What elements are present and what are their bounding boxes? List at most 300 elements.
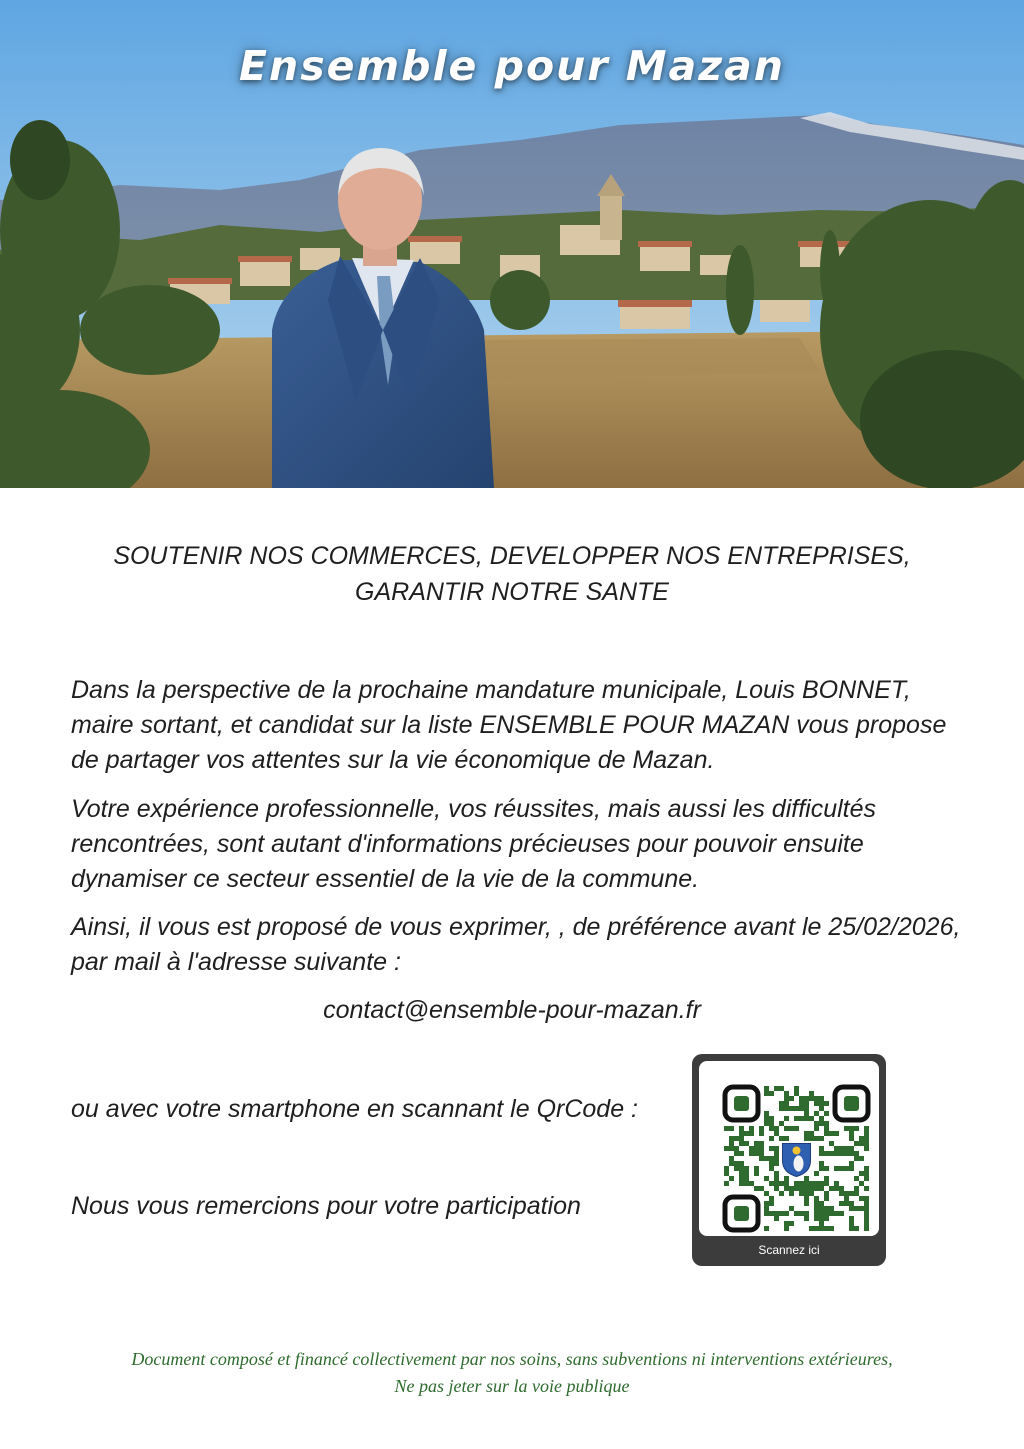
qr-module [804, 1191, 809, 1196]
qr-module [774, 1181, 779, 1186]
qr-module [864, 1211, 869, 1216]
qr-module [849, 1131, 854, 1136]
qr-module [804, 1196, 809, 1201]
qr-module [809, 1096, 814, 1101]
qr-module [819, 1116, 824, 1121]
qr-module [824, 1101, 829, 1106]
qr-module [834, 1131, 839, 1136]
qr-module [774, 1131, 779, 1136]
qr-module [839, 1146, 844, 1151]
qr-module [769, 1126, 774, 1131]
qr-module [764, 1091, 769, 1096]
qr-module [794, 1106, 799, 1111]
qr-module [804, 1116, 809, 1121]
qr-module [859, 1196, 864, 1201]
qr-module [864, 1131, 869, 1136]
qr-module [839, 1201, 844, 1206]
contact-email-link[interactable]: contact@ensemble-pour-mazan.fr [323, 996, 701, 1024]
qr-module [804, 1136, 809, 1141]
qr-module [844, 1146, 849, 1151]
qr-module [764, 1086, 769, 1091]
qr-module [849, 1151, 854, 1156]
qr-module [724, 1126, 729, 1131]
qr-module [834, 1181, 839, 1186]
qr-module [759, 1126, 764, 1131]
qr-module [839, 1186, 844, 1191]
qr-module [744, 1181, 749, 1186]
hand-emblem-icon [794, 1156, 804, 1172]
qr-module [864, 1171, 869, 1176]
qr-module [804, 1111, 809, 1116]
instruction-paragraph: Ainsi, il vous est proposé de vous exprimer, , de préférence avant le 25/02/2026, par mail à l'adresse suivante : [71, 913, 961, 976]
qr-module [839, 1191, 844, 1196]
qr-module [844, 1166, 849, 1171]
qr-module [819, 1211, 824, 1216]
qr-module [849, 1161, 854, 1166]
qr-module [774, 1211, 779, 1216]
qr-module [759, 1141, 764, 1146]
qr-finder-inner [734, 1206, 749, 1221]
qr-module [814, 1211, 819, 1216]
qr-module [739, 1176, 744, 1181]
thanks-text: Nous vous remercions pour votre participation [71, 1192, 581, 1220]
qr-prompt: ou avec votre smartphone en scannant le QrCode : [71, 1095, 638, 1123]
footer-line-1: Document composé et financé collectivement par nos soins, sans subventions ni interventions extérieures, [131, 1349, 893, 1369]
qr-module [819, 1146, 824, 1151]
qr-module [784, 1091, 789, 1096]
qr-module [819, 1216, 824, 1221]
intro-paragraph: Dans la perspective de la prochaine mandature municipale, Louis BONNET, maire sortant, et candidat sur la liste ENSEMBLE POUR MAZAN vous propose de partager vos attentes sur la vie économique de Mazan. [71, 676, 947, 774]
qr-module [824, 1151, 829, 1156]
qr-module [774, 1171, 779, 1176]
qr-module [809, 1091, 814, 1096]
qr-module [819, 1161, 824, 1166]
qr-module [784, 1181, 789, 1186]
qr-module [864, 1186, 869, 1191]
qr-module [864, 1141, 869, 1146]
qr-module [769, 1166, 774, 1171]
qr-module [814, 1171, 819, 1176]
qr-module [849, 1191, 854, 1196]
qr-module [774, 1186, 779, 1191]
qr-module [859, 1136, 864, 1141]
qr-module [829, 1186, 834, 1191]
qr-module [784, 1226, 789, 1231]
qr-module [759, 1151, 764, 1156]
qr-module [809, 1191, 814, 1196]
qr-module [764, 1111, 769, 1116]
qr-module [849, 1216, 854, 1221]
qr-module [864, 1136, 869, 1141]
qr-module [864, 1146, 869, 1151]
qr-module [779, 1191, 784, 1196]
qr-module [739, 1126, 744, 1131]
qr-module [764, 1206, 769, 1211]
qr-module [774, 1126, 779, 1131]
qr-module [804, 1096, 809, 1101]
qr-module [769, 1196, 774, 1201]
hero-banner [0, 0, 1024, 488]
qr-module [814, 1111, 819, 1116]
qr-module [799, 1191, 804, 1196]
qr-module [749, 1181, 754, 1186]
qr-module [804, 1106, 809, 1111]
qr-module [809, 1116, 814, 1121]
qr-module [864, 1196, 869, 1201]
qr-module [834, 1166, 839, 1171]
qr-module [864, 1126, 869, 1131]
qr-module [764, 1211, 769, 1216]
qr-module [739, 1166, 744, 1171]
qr-module [759, 1146, 764, 1151]
qr-module [784, 1096, 789, 1101]
qr-module [819, 1121, 824, 1126]
qr-module [819, 1096, 824, 1101]
qr-module [849, 1166, 854, 1171]
qr-module [754, 1146, 759, 1151]
qr-module [744, 1166, 749, 1171]
qr-finder-inner [844, 1096, 859, 1111]
qr-module [859, 1206, 864, 1211]
qr-module [814, 1226, 819, 1231]
qr-module [749, 1151, 754, 1156]
qr-module [774, 1176, 779, 1181]
qr-module [859, 1141, 864, 1146]
qr-module [729, 1136, 734, 1141]
headline-line-1: SOUTENIR NOS COMMERCES, DEVELOPPER NOS ENTREPRISES, [113, 542, 911, 570]
qr-module [864, 1216, 869, 1221]
qr-module [729, 1146, 734, 1151]
qr-module [854, 1126, 859, 1131]
qr-module [849, 1136, 854, 1141]
qr-module [739, 1136, 744, 1141]
qr-module [834, 1151, 839, 1156]
qr-module [854, 1156, 859, 1161]
qr-module [859, 1156, 864, 1161]
qr-code-card[interactable] [692, 1054, 886, 1266]
qr-module [754, 1186, 759, 1191]
qr-module [864, 1226, 869, 1231]
qr-module [834, 1211, 839, 1216]
qr-module [864, 1201, 869, 1206]
qr-module [779, 1181, 784, 1186]
qr-module [829, 1131, 834, 1136]
qr-module [759, 1186, 764, 1191]
qr-module [754, 1171, 759, 1176]
qr-module [789, 1206, 794, 1211]
qr-module [744, 1176, 749, 1181]
qr-module [774, 1151, 779, 1156]
qr-module [754, 1151, 759, 1156]
qr-module [744, 1141, 749, 1146]
qr-module [804, 1101, 809, 1106]
qr-module [739, 1151, 744, 1156]
qr-module [824, 1196, 829, 1201]
qr-module [854, 1226, 859, 1231]
qr-module [814, 1181, 819, 1186]
qr-module [824, 1181, 829, 1186]
qr-module [774, 1216, 779, 1221]
qr-module [824, 1131, 829, 1136]
qr-module [849, 1146, 854, 1151]
qr-module [794, 1091, 799, 1096]
qr-module [824, 1206, 829, 1211]
qr-module [724, 1166, 729, 1171]
qr-module [849, 1221, 854, 1226]
qr-module [819, 1166, 824, 1171]
qr-module [814, 1101, 819, 1106]
qr-module [799, 1181, 804, 1186]
qr-module [729, 1161, 734, 1166]
qr-module [864, 1166, 869, 1171]
qr-module [769, 1211, 774, 1216]
qr-module [844, 1126, 849, 1131]
qr-module [819, 1221, 824, 1226]
qr-module [809, 1136, 814, 1141]
qr-module [744, 1171, 749, 1176]
qr-module [849, 1126, 854, 1131]
qr-module [839, 1211, 844, 1216]
qr-module [814, 1201, 819, 1206]
qr-module [809, 1186, 814, 1191]
qr-module [764, 1176, 769, 1181]
qr-module [794, 1126, 799, 1131]
qr-module [784, 1136, 789, 1141]
qr-module [764, 1121, 769, 1126]
qr-module [729, 1156, 734, 1161]
qr-module [814, 1136, 819, 1141]
qr-module [819, 1106, 824, 1111]
qr-module [799, 1096, 804, 1101]
qr-finder-inner [734, 1096, 749, 1111]
qr-module [794, 1186, 799, 1191]
qr-module [769, 1091, 774, 1096]
qr-module [819, 1206, 824, 1211]
qr-module [854, 1151, 859, 1156]
qr-module [779, 1086, 784, 1091]
qr-module [734, 1136, 739, 1141]
qr-module [814, 1121, 819, 1126]
qr-module [819, 1201, 824, 1206]
qr-module [764, 1156, 769, 1161]
qr-module [774, 1161, 779, 1166]
qr-module [844, 1191, 849, 1196]
qr-module [789, 1221, 794, 1226]
qr-module [784, 1126, 789, 1131]
qr-module [849, 1201, 854, 1206]
qr-module [814, 1196, 819, 1201]
qr-module [779, 1101, 784, 1106]
qr-module [769, 1116, 774, 1121]
qr-module [824, 1191, 829, 1196]
qr-module [814, 1126, 819, 1131]
headline-line-2: GARANTIR NOTRE SANTE [355, 578, 669, 606]
qr-module [739, 1161, 744, 1166]
qr-module [789, 1096, 794, 1101]
qr-module [749, 1131, 754, 1136]
qr-module [794, 1211, 799, 1216]
qr-module [784, 1211, 789, 1216]
qr-module [784, 1106, 789, 1111]
qr-caption: Scannez ici [758, 1243, 820, 1257]
experience-paragraph: Votre expérience professionnelle, vos réussites, mais aussi les difficultés rencontrées, sont autant d'informations précieuses pour pouvoir ensuite dynamiser ce secteur essentiel de la vie de la commune. [71, 795, 877, 893]
qr-module [769, 1121, 774, 1126]
qr-module [749, 1146, 754, 1151]
qr-module [784, 1116, 789, 1121]
hero-title: Ensemble pour Mazan [239, 42, 785, 90]
qr-module [824, 1216, 829, 1221]
qr-module [819, 1136, 824, 1141]
qr-module [849, 1226, 854, 1231]
qr-module [764, 1116, 769, 1121]
qr-module [819, 1101, 824, 1106]
qr-module [729, 1176, 734, 1181]
qr-module [729, 1126, 734, 1131]
headline [60, 538, 964, 610]
qr-module [824, 1126, 829, 1131]
qr-module [779, 1136, 784, 1141]
qr-module [799, 1211, 804, 1216]
qr-module [784, 1176, 789, 1181]
qr-module [864, 1176, 869, 1181]
qr-module [814, 1216, 819, 1221]
qr-module [734, 1146, 739, 1151]
qr-module [809, 1131, 814, 1136]
qr-module [854, 1176, 859, 1181]
qr-module [819, 1181, 824, 1186]
qr-module [734, 1161, 739, 1166]
qr-module [769, 1146, 774, 1151]
qr-module [734, 1151, 739, 1156]
qr-module [754, 1141, 759, 1146]
qr-module [864, 1206, 869, 1211]
qr-module [749, 1126, 754, 1131]
qr-module [844, 1201, 849, 1206]
qr-module [814, 1186, 819, 1191]
qr-module [799, 1116, 804, 1121]
qr-module [804, 1131, 809, 1136]
qr-module [759, 1156, 764, 1161]
qr-module [794, 1086, 799, 1091]
qr-module [844, 1196, 849, 1201]
qr-module [824, 1211, 829, 1216]
qr-module [764, 1191, 769, 1196]
qr-module [804, 1201, 809, 1206]
qr-module [864, 1221, 869, 1226]
qr-module [809, 1226, 814, 1231]
qr-module [724, 1146, 729, 1151]
qr-module [764, 1201, 769, 1206]
qr-module [759, 1131, 764, 1136]
qr-module [769, 1181, 774, 1186]
qr-module [794, 1116, 799, 1121]
qr-module [774, 1086, 779, 1091]
qr-module [799, 1186, 804, 1191]
qr-module [819, 1226, 824, 1231]
qr-module [824, 1121, 829, 1126]
qr-module [809, 1181, 814, 1186]
qr-module [794, 1181, 799, 1186]
qr-module [779, 1106, 784, 1111]
qr-module [789, 1191, 794, 1196]
qr-module [859, 1181, 864, 1186]
qr-module [724, 1171, 729, 1176]
qr-module [829, 1141, 834, 1146]
qr-module [754, 1166, 759, 1171]
qr-module [789, 1126, 794, 1131]
qr-module [829, 1226, 834, 1231]
qr-module [784, 1186, 789, 1191]
qr-module [829, 1211, 834, 1216]
qr-module [804, 1176, 809, 1181]
qr-module [739, 1181, 744, 1186]
qr-module [729, 1141, 734, 1146]
qr-module [834, 1186, 839, 1191]
qr-module [769, 1156, 774, 1161]
qr-module [769, 1201, 774, 1206]
qr-module [854, 1141, 859, 1146]
qr-module [804, 1211, 809, 1216]
qr-module [769, 1161, 774, 1166]
qr-module [819, 1186, 824, 1191]
qr-module [819, 1151, 824, 1156]
qr-module [739, 1141, 744, 1146]
qr-module [724, 1181, 729, 1186]
qr-module [774, 1156, 779, 1161]
qr-module [824, 1226, 829, 1231]
qr-module [769, 1136, 774, 1141]
qr-module [844, 1151, 849, 1156]
sun-emblem-icon [793, 1147, 801, 1155]
qr-module [824, 1176, 829, 1181]
qr-module [789, 1106, 794, 1111]
qr-module [799, 1101, 804, 1106]
qr-module [804, 1181, 809, 1186]
qr-module [824, 1111, 829, 1116]
qr-code[interactable] [699, 1061, 879, 1236]
qr-module [824, 1166, 829, 1171]
qr-module [739, 1171, 744, 1176]
qr-module [849, 1206, 854, 1211]
qr-module [804, 1186, 809, 1191]
qr-module [739, 1131, 744, 1136]
qr-module [804, 1216, 809, 1221]
footer-notice [40, 1346, 984, 1400]
qr-code-graphic [699, 1061, 879, 1236]
qr-module [784, 1221, 789, 1226]
qr-module [839, 1166, 844, 1171]
qr-module [859, 1171, 864, 1176]
qr-module [834, 1146, 839, 1151]
qr-module [854, 1186, 859, 1191]
qr-module [734, 1166, 739, 1171]
qr-module [779, 1121, 784, 1126]
qr-module [829, 1206, 834, 1211]
qr-module [779, 1211, 784, 1216]
qr-module [799, 1106, 804, 1111]
qr-module [829, 1151, 834, 1156]
qr-module [784, 1101, 789, 1106]
qr-module [814, 1096, 819, 1101]
qr-module [764, 1226, 769, 1231]
qr-module [839, 1151, 844, 1156]
qr-module [854, 1206, 859, 1211]
qr-module [744, 1131, 749, 1136]
footer-line-2: Ne pas jeter sur la voie publique [394, 1376, 630, 1396]
qr-module [774, 1146, 779, 1151]
qr-module [814, 1206, 819, 1211]
qr-module [789, 1186, 794, 1191]
